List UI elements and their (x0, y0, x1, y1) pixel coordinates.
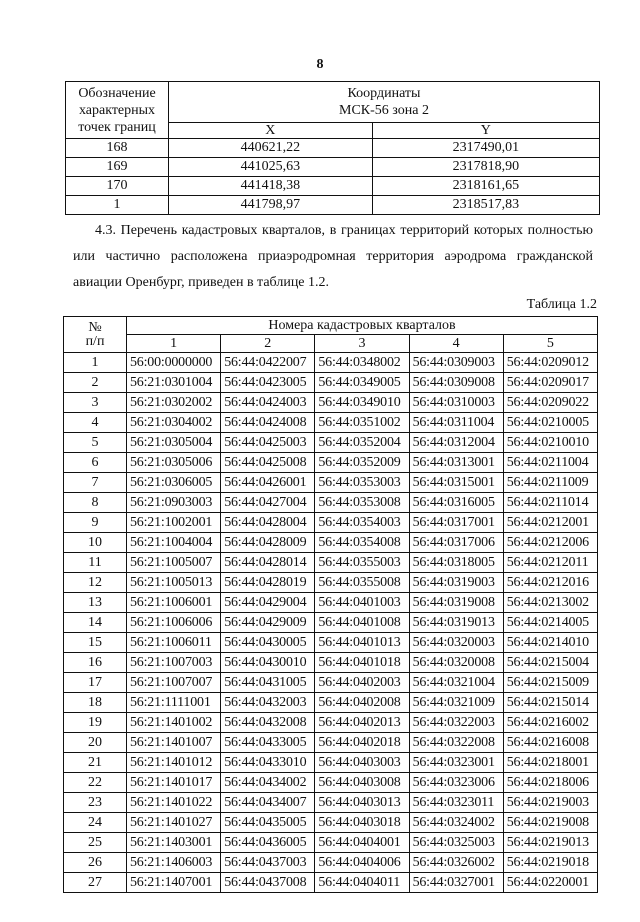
cad-colnum-row (64, 335, 598, 353)
cadastral-number-cell: 56:44:0209012 (503, 353, 597, 373)
col-number: 1 (127, 335, 221, 353)
row-number-cell: 7 (64, 473, 127, 493)
cadastral-numbers-header: Номера кадастровых кварталов (127, 317, 598, 335)
section-paragraph: 4.3. Перечень кадастровых кварталов, в границах территорий которых полностью или частично расположена приаэродромная территория аэродрома гражданской авиации Оренбург, приведен в таблице 1.2. (73, 223, 593, 290)
cad-row (64, 733, 598, 753)
cadastral-number-cell: 56:44:0327001 (409, 873, 503, 893)
cadastral-number-cell: 56:44:0315001 (409, 473, 503, 493)
cad-row (64, 713, 598, 733)
x-cell: 441418,38 (169, 177, 373, 196)
cad-row (64, 493, 598, 513)
col-number: 4 (409, 335, 503, 353)
cad-header-row (64, 317, 598, 335)
cad-row (64, 533, 598, 553)
cadastral-number-cell: 56:44:0402003 (315, 673, 409, 693)
cadastral-number-cell: 56:44:0312004 (409, 433, 503, 453)
y-cell: 2318161,65 (372, 177, 599, 196)
cadastral-number-cell: 56:44:0425003 (221, 433, 315, 453)
cadastral-number-cell: 56:21:1006006 (127, 613, 221, 633)
cadastral-number-cell: 56:44:0429004 (221, 593, 315, 613)
row-number-cell: 21 (64, 753, 127, 773)
row-number-cell: 12 (64, 573, 127, 593)
cad-row (64, 413, 598, 433)
cad-row (64, 833, 598, 853)
row-number-cell: 10 (64, 533, 127, 553)
cad-row (64, 773, 598, 793)
coordinates-table (65, 81, 600, 215)
cad-row (64, 593, 598, 613)
cadastral-number-cell: 56:44:0317001 (409, 513, 503, 533)
row-number-cell: 25 (64, 833, 127, 853)
cadastral-number-cell: 56:44:0349010 (315, 393, 409, 413)
cadastral-number-cell: 56:44:0318005 (409, 553, 503, 573)
coordinates-header (169, 82, 600, 123)
cadastral-number-cell: 56:44:0349005 (315, 373, 409, 393)
cadastral-number-cell: 56:44:0213002 (503, 593, 597, 613)
cadastral-number-cell: 56:21:1007007 (127, 673, 221, 693)
cad-row (64, 513, 598, 533)
cad-row (64, 793, 598, 813)
cadastral-number-cell: 56:44:0219013 (503, 833, 597, 853)
cadastral-number-cell: 56:44:0437003 (221, 853, 315, 873)
cadastral-number-cell: 56:21:1403001 (127, 833, 221, 853)
row-number-cell: 18 (64, 693, 127, 713)
cad-row (64, 453, 598, 473)
cad-row (64, 753, 598, 773)
cadastral-number-cell: 56:44:0212011 (503, 553, 597, 573)
cadastral-number-cell: 56:44:0402013 (315, 713, 409, 733)
cadastral-number-cell: 56:44:0309003 (409, 353, 503, 373)
cadastral-number-cell: 56:44:0403003 (315, 753, 409, 773)
cadastral-number-cell: 56:44:0215014 (503, 693, 597, 713)
row-number-cell: 27 (64, 873, 127, 893)
cadastral-number-cell: 56:44:0435005 (221, 813, 315, 833)
cadastral-number-cell: 56:44:0427004 (221, 493, 315, 513)
cadastral-number-cell: 56:44:0404011 (315, 873, 409, 893)
cadastral-number-cell: 56:44:0210005 (503, 413, 597, 433)
cadastral-number-cell: 56:00:0000000 (127, 353, 221, 373)
cadastral-number-cell: 56:44:0422007 (221, 353, 315, 373)
cad-row (64, 613, 598, 633)
cad-row (64, 553, 598, 573)
cadastral-number-cell: 56:44:0219018 (503, 853, 597, 873)
cadastral-number-cell: 56:44:0431005 (221, 673, 315, 693)
cadastral-number-cell: 56:44:0309008 (409, 373, 503, 393)
cadastral-number-cell: 56:21:0306005 (127, 473, 221, 493)
y-cell: 2317490,01 (372, 139, 599, 158)
cad-row (64, 653, 598, 673)
cadastral-number-cell: 56:44:0211004 (503, 453, 597, 473)
cadastral-number-cell: 56:21:0305006 (127, 453, 221, 473)
cad-row (64, 433, 598, 453)
cadastral-number-cell: 56:44:0216002 (503, 713, 597, 733)
y-cell: 2317818,90 (372, 158, 599, 177)
cadastral-number-cell: 56:44:0324002 (409, 813, 503, 833)
row-number-cell: 2 (64, 373, 127, 393)
cadastral-number-cell: 56:44:0317006 (409, 533, 503, 553)
cadastral-number-cell: 56:21:1002001 (127, 513, 221, 533)
cadastral-number-cell: 56:44:0214010 (503, 633, 597, 653)
cadastral-number-cell: 56:21:1401027 (127, 813, 221, 833)
cadastral-number-cell: 56:44:0402018 (315, 733, 409, 753)
cadastral-number-cell: 56:44:0428004 (221, 513, 315, 533)
cadastral-number-cell: 56:44:0354008 (315, 533, 409, 553)
cadastral-number-cell: 56:44:0320008 (409, 653, 503, 673)
page-number: 8 (316, 57, 324, 72)
cadastral-number-cell: 56:44:0322008 (409, 733, 503, 753)
cad-row (64, 373, 598, 393)
row-number-cell: 5 (64, 433, 127, 453)
x-cell: 441798,97 (169, 196, 373, 215)
row-number-cell: 4 (64, 413, 127, 433)
row-number-cell: 6 (64, 453, 127, 473)
cadastral-number-cell: 56:44:0220001 (503, 873, 597, 893)
cadastral-number-cell: 56:44:0423005 (221, 373, 315, 393)
cadastral-number-cell: 56:21:1406003 (127, 853, 221, 873)
header-line: № (88, 319, 102, 335)
cadastral-number-cell: 56:44:0433010 (221, 753, 315, 773)
y-header: Y (372, 123, 599, 139)
cadastral-number-cell: 56:44:0352004 (315, 433, 409, 453)
point-designation-header (66, 82, 169, 139)
cadastral-number-cell: 56:44:0354003 (315, 513, 409, 533)
cad-row (64, 633, 598, 653)
cadastral-number-cell: 56:44:0212001 (503, 513, 597, 533)
cadastral-number-cell: 56:44:0403008 (315, 773, 409, 793)
cadastral-number-cell: 56:44:0428014 (221, 553, 315, 573)
cadastral-number-cell: 56:21:0301004 (127, 373, 221, 393)
cadastral-number-cell: 56:44:0218001 (503, 753, 597, 773)
cadastral-number-cell: 56:44:0323011 (409, 793, 503, 813)
coord-row (66, 177, 600, 196)
cadastral-number-cell: 56:44:0432003 (221, 693, 315, 713)
cadastral-number-cell: 56:44:0432008 (221, 713, 315, 733)
row-number-cell: 14 (64, 613, 127, 633)
cadastral-number-cell: 56:44:0212006 (503, 533, 597, 553)
coord-row (66, 158, 600, 177)
x-cell: 441025,63 (169, 158, 373, 177)
coord-row (66, 196, 600, 215)
x-header: X (169, 123, 373, 139)
cadastral-number-cell: 56:44:0319008 (409, 593, 503, 613)
cadastral-number-cell: 56:44:0216008 (503, 733, 597, 753)
row-number-cell: 24 (64, 813, 127, 833)
col-number: 3 (315, 335, 409, 353)
cadastral-number-cell: 56:44:0353008 (315, 493, 409, 513)
cadastral-number-cell: 56:44:0211014 (503, 493, 597, 513)
cadastral-number-cell: 56:44:0426001 (221, 473, 315, 493)
cadastral-number-cell: 56:44:0219008 (503, 813, 597, 833)
row-number-cell: 22 (64, 773, 127, 793)
cad-row (64, 853, 598, 873)
cadastral-number-cell: 56:44:0219003 (503, 793, 597, 813)
cadastral-number-cell: 56:44:0425008 (221, 453, 315, 473)
header-line: МСК-56 зона 2 (339, 103, 429, 118)
cad-row (64, 673, 598, 693)
cadastral-number-cell: 56:44:0212016 (503, 573, 597, 593)
x-cell: 440621,22 (169, 139, 373, 158)
cad-row (64, 873, 598, 893)
cadastral-number-cell: 56:44:0352009 (315, 453, 409, 473)
cadastral-number-cell: 56:21:1006001 (127, 593, 221, 613)
cadastral-number-cell: 56:44:0210010 (503, 433, 597, 453)
row-number-cell: 3 (64, 393, 127, 413)
cadastral-number-cell: 56:21:1401007 (127, 733, 221, 753)
cadastral-number-cell: 56:44:0428019 (221, 573, 315, 593)
header-line: характерных (78, 102, 156, 118)
cadastral-number-cell: 56:44:0430005 (221, 633, 315, 653)
cadastral-number-cell: 56:44:0401008 (315, 613, 409, 633)
point-cell: 168 (66, 139, 169, 158)
cad-row (64, 813, 598, 833)
cadastral-number-cell: 56:44:0319003 (409, 573, 503, 593)
cadastral-number-cell: 56:44:0313001 (409, 453, 503, 473)
cadastral-number-cell: 56:21:1401002 (127, 713, 221, 733)
row-number-cell: 13 (64, 593, 127, 613)
header-line: точек границ (78, 119, 156, 135)
header-line: п/п (85, 333, 105, 349)
row-number-cell: 17 (64, 673, 127, 693)
cadastral-number-cell: 56:44:0209022 (503, 393, 597, 413)
cadastral-number-cell: 56:44:0355003 (315, 553, 409, 573)
cadastral-number-cell: 56:44:0436005 (221, 833, 315, 853)
col-number: 2 (221, 335, 315, 353)
row-number-cell: 19 (64, 713, 127, 733)
cadastral-number-cell: 56:44:0211009 (503, 473, 597, 493)
row-number-cell: 20 (64, 733, 127, 753)
cadastral-number-cell: 56:44:0316005 (409, 493, 503, 513)
cad-row (64, 393, 598, 413)
cadastral-number-cell: 56:21:0302002 (127, 393, 221, 413)
cadastral-number-cell: 56:44:0218006 (503, 773, 597, 793)
point-cell: 1 (66, 196, 169, 215)
cadastral-number-cell: 56:21:1401022 (127, 793, 221, 813)
cadastral-number-cell: 56:44:0424008 (221, 413, 315, 433)
cadastral-number-cell: 56:44:0437008 (221, 873, 315, 893)
row-number-cell: 15 (64, 633, 127, 653)
cadastral-number-cell: 56:44:0322003 (409, 713, 503, 733)
cadastral-number-cell: 56:44:0326002 (409, 853, 503, 873)
cad-row (64, 353, 598, 373)
col-number: 5 (503, 335, 597, 353)
row-number-cell: 16 (64, 653, 127, 673)
cadastral-number-cell: 56:21:1006011 (127, 633, 221, 653)
row-number-cell: 11 (64, 553, 127, 573)
cadastral-number-cell: 56:44:0402008 (315, 693, 409, 713)
header-line: Обозначение (78, 85, 156, 101)
cadastral-number-cell: 56:44:0355008 (315, 573, 409, 593)
cadastral-number-cell: 56:44:0353003 (315, 473, 409, 493)
cad-row (64, 473, 598, 493)
cadastral-quarters-table (63, 316, 598, 893)
cadastral-number-cell: 56:44:0433005 (221, 733, 315, 753)
cadastral-number-cell: 56:44:0424003 (221, 393, 315, 413)
cadastral-number-cell: 56:21:1111001 (127, 693, 221, 713)
cadastral-number-cell: 56:44:0351002 (315, 413, 409, 433)
cadastral-number-cell: 56:44:0430010 (221, 653, 315, 673)
y-cell: 2318517,83 (372, 196, 599, 215)
cadastral-number-cell: 56:44:0209017 (503, 373, 597, 393)
cadastral-number-cell: 56:44:0401018 (315, 653, 409, 673)
cadastral-number-cell: 56:21:1004004 (127, 533, 221, 553)
cadastral-number-cell: 56:21:1005007 (127, 553, 221, 573)
cadastral-number-cell: 56:44:0401003 (315, 593, 409, 613)
number-header (64, 317, 127, 353)
row-number-cell: 8 (64, 493, 127, 513)
cadastral-number-cell: 56:44:0403018 (315, 813, 409, 833)
cadastral-number-cell: 56:21:1005013 (127, 573, 221, 593)
cadastral-number-cell: 56:21:1401012 (127, 753, 221, 773)
header-line: Координаты (347, 86, 421, 101)
table-caption: Таблица 1.2 (526, 297, 597, 312)
cadastral-number-cell: 56:44:0214005 (503, 613, 597, 633)
cad-row (64, 693, 598, 713)
cadastral-number-cell: 56:21:1401017 (127, 773, 221, 793)
cadastral-number-cell: 56:44:0404001 (315, 833, 409, 853)
cadastral-number-cell: 56:44:0348002 (315, 353, 409, 373)
cadastral-number-cell: 56:44:0404006 (315, 853, 409, 873)
cadastral-number-cell: 56:21:0903003 (127, 493, 221, 513)
cadastral-number-cell: 56:21:1007003 (127, 653, 221, 673)
cadastral-number-cell: 56:44:0434007 (221, 793, 315, 813)
cadastral-number-cell: 56:44:0321009 (409, 693, 503, 713)
cadastral-number-cell: 56:44:0429009 (221, 613, 315, 633)
cadastral-number-cell: 56:44:0403013 (315, 793, 409, 813)
cadastral-number-cell: 56:44:0320003 (409, 633, 503, 653)
cadastral-number-cell: 56:44:0310003 (409, 393, 503, 413)
row-number-cell: 1 (64, 353, 127, 373)
cadastral-number-cell: 56:44:0401013 (315, 633, 409, 653)
coord-header-row (66, 82, 600, 123)
cadastral-number-cell: 56:21:1407001 (127, 873, 221, 893)
cadastral-number-cell: 56:44:0323006 (409, 773, 503, 793)
cadastral-number-cell: 56:44:0428009 (221, 533, 315, 553)
cadastral-number-cell: 56:21:0304002 (127, 413, 221, 433)
row-number-cell: 9 (64, 513, 127, 533)
cadastral-number-cell: 56:21:0305004 (127, 433, 221, 453)
cadastral-number-cell: 56:44:0215009 (503, 673, 597, 693)
row-number-cell: 26 (64, 853, 127, 873)
cadastral-number-cell: 56:44:0323001 (409, 753, 503, 773)
row-number-cell: 23 (64, 793, 127, 813)
cadastral-number-cell: 56:44:0311004 (409, 413, 503, 433)
cadastral-number-cell: 56:44:0434002 (221, 773, 315, 793)
coord-row (66, 139, 600, 158)
cad-row (64, 573, 598, 593)
point-cell: 170 (66, 177, 169, 196)
cadastral-number-cell: 56:44:0325003 (409, 833, 503, 853)
cadastral-number-cell: 56:44:0215004 (503, 653, 597, 673)
cadastral-number-cell: 56:44:0319013 (409, 613, 503, 633)
cadastral-number-cell: 56:44:0321004 (409, 673, 503, 693)
point-cell: 169 (66, 158, 169, 177)
